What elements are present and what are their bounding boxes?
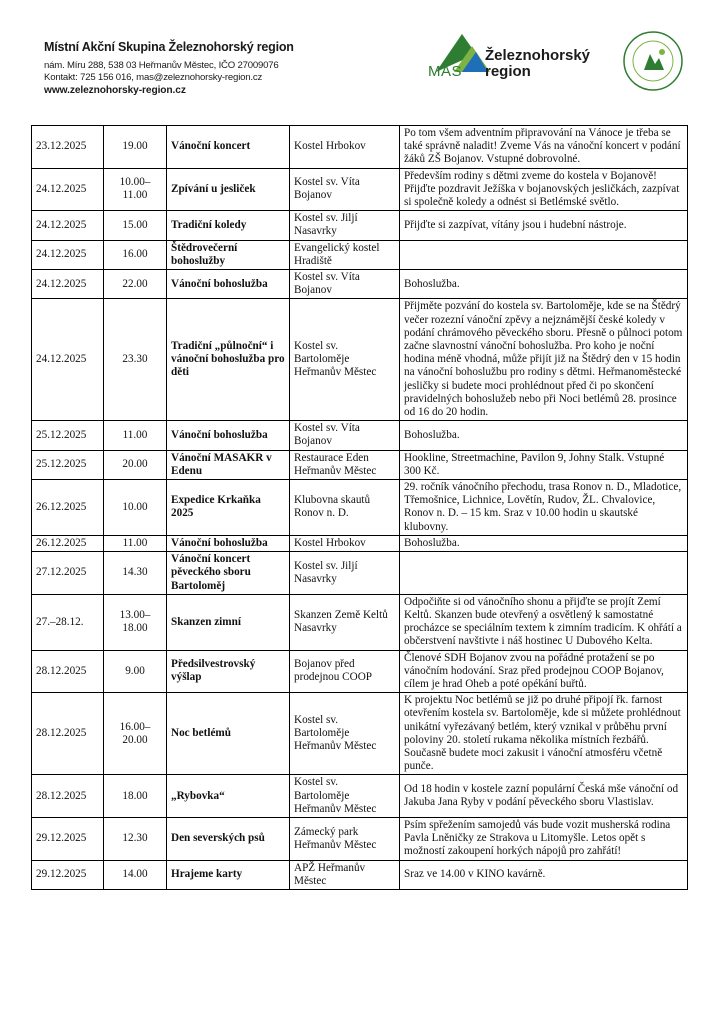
event-description: Po tom všem adventním připravování na Vánoce je třeba se také správně naladit! Zveme Vás na vánoční koncert v podání žáků ZŠ Bojanov. Vstupné dobrovolné. (400, 126, 688, 169)
event-date: 26.12.2025 (32, 535, 104, 551)
event-name: Vánoční bohoslužba (167, 270, 290, 299)
event-name: Štědrovečerní bohoslužby (167, 240, 290, 269)
event-time: 11.00 (104, 421, 167, 450)
table-row (32, 421, 688, 450)
event-description: Přijďte si zazpívat, vítány jsou i hudební nástroje. (400, 211, 688, 240)
event-time: 15.00 (104, 211, 167, 240)
event-description: Odpočiňte si od vánočního shonu a přijďte se projít Zemí Keltů. Skanzen bude otevřený a osvětlený k samostatné procházce se speciálním textem k zimním tradicím. K ohřátí a občerstvení navštivte i náš hostinec U Dubového Kelta. (400, 594, 688, 650)
event-place: Kostel sv. Bartoloměje Heřmanův Městec (290, 693, 400, 775)
table-row (32, 594, 688, 650)
event-time: 12.30 (104, 817, 167, 860)
event-name: Hrajeme karty (167, 860, 290, 889)
event-name: „Rybovka“ (167, 775, 290, 818)
event-time: 22.00 (104, 270, 167, 299)
event-description: Bohoslužba. (400, 270, 688, 299)
event-name: Předsilvestrovský výšlap (167, 650, 290, 693)
event-date: 29.12.2025 (32, 817, 104, 860)
event-description: Bohoslužba. (400, 535, 688, 551)
event-place: Bojanov před prodejnou COOP (290, 650, 400, 693)
event-place: Skanzen Země Keltů Nasavrky (290, 594, 400, 650)
mas-logo-abbr: MAS (428, 63, 463, 80)
event-date: 25.12.2025 (32, 421, 104, 450)
event-name: Skanzen zimní (167, 594, 290, 650)
event-time: 13.00–18.00 (104, 594, 167, 650)
table-row (32, 240, 688, 269)
event-date: 24.12.2025 (32, 211, 104, 240)
event-place: Klubovna skautů Ronov n. D. (290, 480, 400, 536)
event-description: Bohoslužba. (400, 421, 688, 450)
table-row (32, 450, 688, 479)
regional-product-logo-icon (622, 30, 684, 92)
event-time: 9.00 (104, 650, 167, 693)
event-name: Noc betlémů (167, 693, 290, 775)
table-row (32, 552, 688, 595)
events-table (31, 125, 688, 890)
event-time: 18.00 (104, 775, 167, 818)
event-place: Kostel sv. Víta Bojanov (290, 421, 400, 450)
event-place: APŽ Heřmanův Městec (290, 860, 400, 889)
event-place: Evangelický kostel Hradiště (290, 240, 400, 269)
event-description: 29. ročník vánočního přechodu, trasa Ronov n. D., Mladotice, Třemošnice, Lichnice, Lovětín, Rudov, ŽL. Chvalovice, Ronov n. D. – 15 km. Sraz v 10.00 hodin u skautské klubovny. (400, 480, 688, 536)
event-date: 28.12.2025 (32, 650, 104, 693)
event-time: 11.00 (104, 535, 167, 551)
event-description: Sraz ve 14.00 v KINO kavárně. (400, 860, 688, 889)
event-description: Od 18 hodin v kostele zazní populární Česká mše vánoční od Jakuba Jana Ryby v podání pěveckého sboru Vlastislav. (400, 775, 688, 818)
event-name: Vánoční koncert (167, 126, 290, 169)
event-place: Restaurace Eden Heřmanův Městec (290, 450, 400, 479)
event-date: 24.12.2025 (32, 270, 104, 299)
event-time: 16.00–20.00 (104, 693, 167, 775)
mas-logo (424, 30, 604, 90)
event-name: Tradiční „půlnoční“ i vánoční bohoslužba pro děti (167, 299, 290, 421)
event-place: Kostel Hrbokov (290, 126, 400, 169)
table-row (32, 535, 688, 551)
event-time: 14.30 (104, 552, 167, 595)
event-name: Vánoční koncert pěveckého sboru Bartoloměj (167, 552, 290, 595)
table-row (32, 299, 688, 421)
event-date: 25.12.2025 (32, 450, 104, 479)
organization-header (44, 40, 384, 98)
event-description (400, 552, 688, 595)
mas-logo-name: Železnohorský region (485, 47, 591, 80)
table-row (32, 817, 688, 860)
event-time: 14.00 (104, 860, 167, 889)
event-place: Kostel sv. Bartoloměje Heřmanův Městec (290, 299, 400, 421)
event-place: Kostel sv. Víta Bojanov (290, 270, 400, 299)
event-date: 24.12.2025 (32, 168, 104, 211)
event-description (400, 240, 688, 269)
event-name: Expedice Krkaňka 2025 (167, 480, 290, 536)
event-description: Psím spřežením samojedů vás bude vozit musherská rodina Pavla Lněničky ze Strakova u Litomyšle. Letos opět s možností zakoupení horkých nápojů pro zahřátí! (400, 817, 688, 860)
event-time: 10.00–11.00 (104, 168, 167, 211)
event-description: Hookline, Streetmachine, Pavilon 9, Johny Stalk. Vstupné 300 Kč. (400, 450, 688, 479)
event-place: Kostel sv. Jiljí Nasavrky (290, 211, 400, 240)
event-name: Zpívání u jesliček (167, 168, 290, 211)
event-date: 28.12.2025 (32, 775, 104, 818)
event-place: Kostel sv. Bartoloměje Heřmanův Městec (290, 775, 400, 818)
table-row (32, 168, 688, 211)
event-time: 10.00 (104, 480, 167, 536)
regional-product-logo (622, 30, 684, 92)
event-place: Kostel sv. Víta Bojanov (290, 168, 400, 211)
event-time: 19.00 (104, 126, 167, 169)
event-place: Zámecký park Heřmanův Městec (290, 817, 400, 860)
organization-address: nám. Míru 288, 538 03 Heřmanův Městec, IČO 27009076 (44, 60, 279, 71)
table-row (32, 860, 688, 889)
organization-website[interactable]: www.zeleznohorsky-region.cz (44, 85, 186, 96)
table-row (32, 480, 688, 536)
table-row (32, 775, 688, 818)
event-name: Tradiční koledy (167, 211, 290, 240)
event-date: 23.12.2025 (32, 126, 104, 169)
event-description: Přijměte pozvání do kostela sv. Bartoloměje, kde se na Štědrý večer rozezní vánoční zpěvy a nejznámější české koledy v podání chrámového pěveckého sboru. Přesně o půlnoci potom začne slavnostní vánoční bohoslužba. Pro koho je noční hodina méně vhodná, může přijít již na Štědrý den v 15 hodin na vánoční bohoslužbu pro rodiny s dětmi. Heřmanoměstecké jesličky si budete moci prohlédnout před či po skončení pravidelných bohoslužeb nebo při Noci betlémů 28. prosince od 16 do 20 hodin. (400, 299, 688, 421)
event-date: 24.12.2025 (32, 299, 104, 421)
event-date: 26.12.2025 (32, 480, 104, 536)
event-time: 20.00 (104, 450, 167, 479)
event-name: Vánoční MASAKR v Edenu (167, 450, 290, 479)
event-description: Především rodiny s dětmi zveme do kostela v Bojanově! Přijďte pozdravit Ježíška v bojanovských jesličkách, zazpívat si společně koledy a odnést si Betlémské světlo. (400, 168, 688, 211)
table-row (32, 693, 688, 775)
event-place: Kostel Hrbokov (290, 535, 400, 551)
table-row (32, 650, 688, 693)
table-row (32, 126, 688, 169)
event-date: 27.12.2025 (32, 552, 104, 595)
event-date: 28.12.2025 (32, 693, 104, 775)
event-description: K projektu Noc betlémů se již po druhé připojí řk. farnost otevřením kostela sv. Bartoloměje, kde si můžete prohlédnout unikátní vyřezávaný betlém, který vznikal v průběhu první poloviny 20. století rukama několika místních řezbářů. Současně budete moci zakusit i vánoční atmosféru včetně punče. (400, 693, 688, 775)
event-description: Členové SDH Bojanov zvou na pořádné protažení se po vánočním hodování. Sraz před prodejnou COOP Bojanov, cílem je hrad Oheb a poté opékání buřtů. (400, 650, 688, 693)
event-time: 16.00 (104, 240, 167, 269)
event-name: Den severských psů (167, 817, 290, 860)
event-date: 24.12.2025 (32, 240, 104, 269)
organization-name: Místní Akční Skupina Železnohorský region (44, 40, 294, 54)
event-name: Vánoční bohoslužba (167, 535, 290, 551)
event-name: Vánoční bohoslužba (167, 421, 290, 450)
event-date: 27.–28.12. (32, 594, 104, 650)
table-row (32, 211, 688, 240)
event-time: 23.30 (104, 299, 167, 421)
event-date: 29.12.2025 (32, 860, 104, 889)
event-place: Kostel sv. Jiljí Nasavrky (290, 552, 400, 595)
table-row (32, 270, 688, 299)
organization-contact: Kontakt: 725 156 016, mas@zeleznohorsky-region.cz (44, 72, 263, 83)
